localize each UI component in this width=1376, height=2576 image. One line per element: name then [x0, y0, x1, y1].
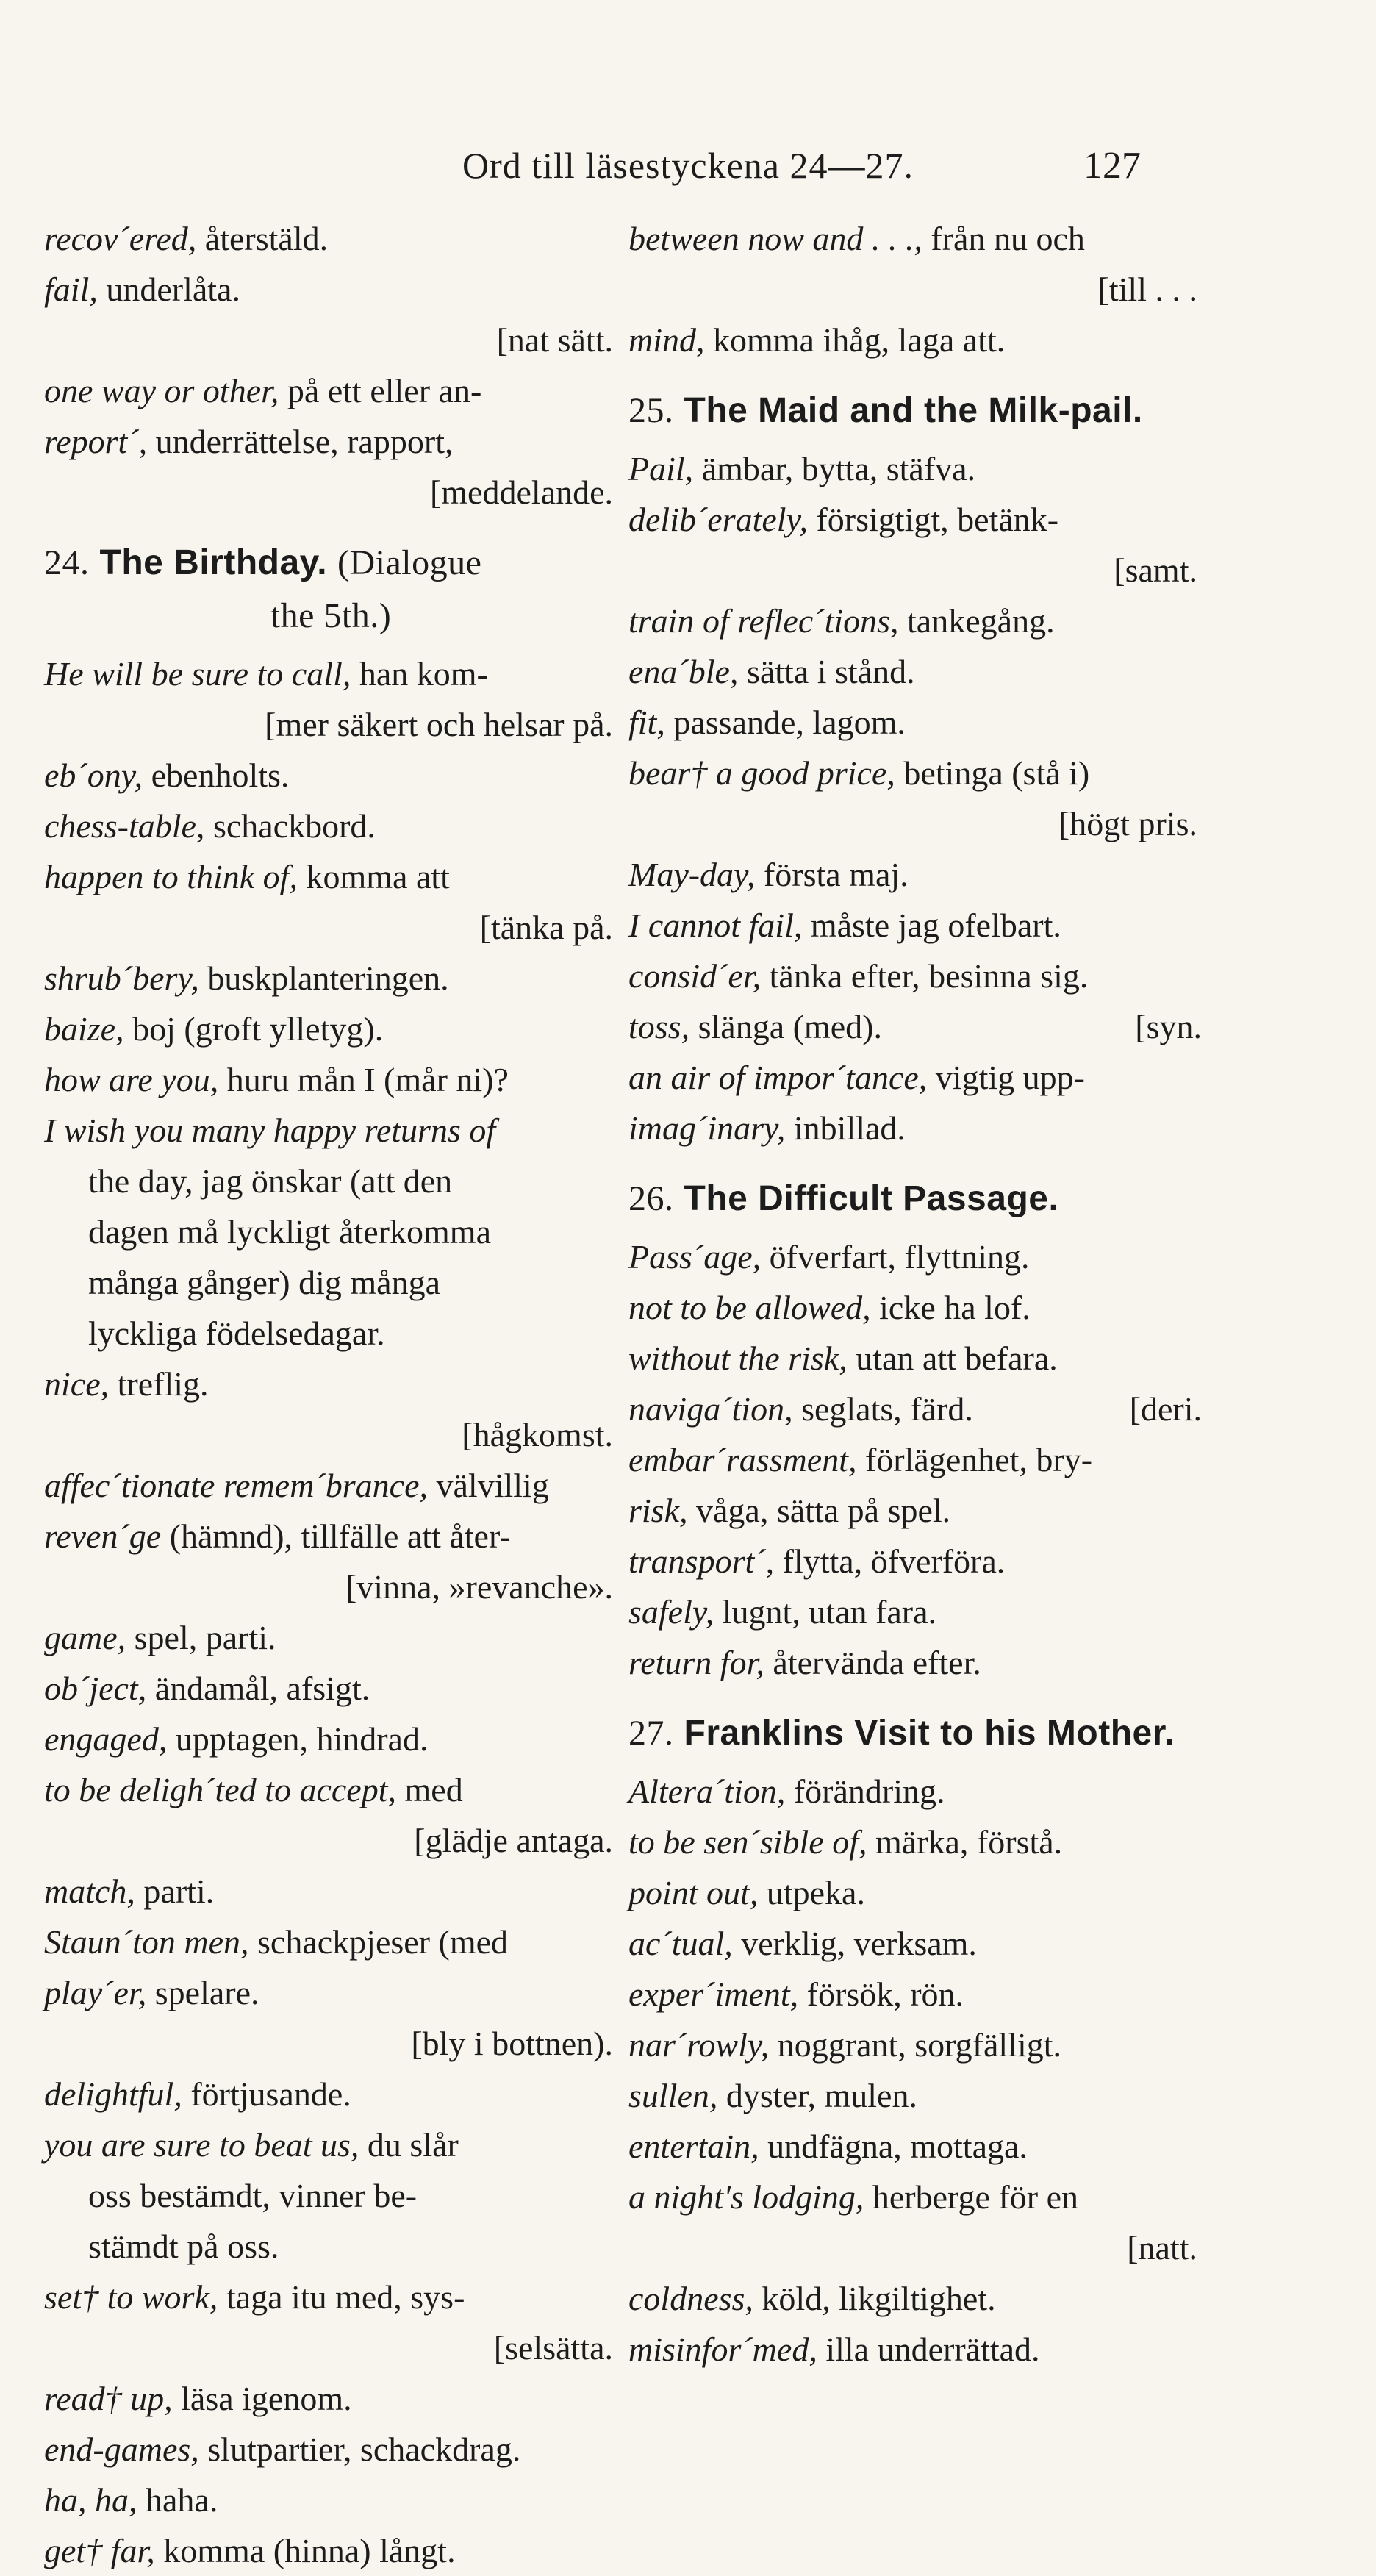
headword: how are you,	[44, 1061, 219, 1098]
gloss: välvillig	[436, 1467, 549, 1504]
headword: fail,	[44, 271, 98, 308]
gloss: du slår	[367, 2126, 459, 2164]
gloss: seglats, färd.	[801, 1390, 973, 1428]
gloss: vigtig upp-	[935, 1059, 1085, 1096]
glossary-entry	[628, 2121, 1202, 2172]
glossary-entry	[44, 750, 617, 801]
glossary-entry	[628, 1485, 1202, 1536]
headword: ac´tual,	[628, 1925, 733, 1962]
headword: baize,	[44, 1010, 124, 1048]
glossary-entry	[628, 2324, 1202, 2375]
headword: fit,	[628, 704, 665, 741]
glossary-entry	[44, 1967, 617, 2018]
headword: report´,	[44, 423, 148, 460]
gloss: förändring.	[793, 1772, 945, 1810]
section-heading	[628, 1707, 1202, 1760]
glossary-entry	[44, 2525, 617, 2576]
glossary-entry	[44, 1612, 617, 1663]
gloss-bracket-continuation: [selsätta.	[493, 2329, 613, 2366]
glossary-entry	[44, 213, 617, 264]
headword: point out,	[628, 1874, 759, 1911]
glossary-entry	[628, 1103, 1202, 1153]
glossary-entry	[44, 1663, 617, 1714]
gloss: icke ha lof.	[879, 1289, 1031, 1326]
gloss-continuation: många gånger) dig många	[88, 1264, 440, 1301]
headword: toss,	[628, 1008, 690, 1045]
headword: delightful,	[44, 2075, 182, 2113]
gloss: verklig, verksam.	[741, 1925, 977, 1962]
glossary-entry	[44, 953, 617, 1003]
headword: get† far,	[44, 2532, 155, 2569]
glossary-entry	[44, 1460, 617, 1511]
gloss: tankegång.	[907, 602, 1055, 640]
gloss-bracket-continuation: [högt pris.	[1058, 805, 1197, 842]
gloss-bracket-continuation: [nat sätt.	[496, 321, 613, 359]
section-title: The Difficult Passage.	[684, 1179, 1059, 1218]
section-note: (Dialogue	[337, 543, 482, 582]
gloss: han kom-	[359, 655, 488, 693]
section-title: The Maid and the Milk-pail.	[684, 391, 1143, 430]
gloss-bracket-continuation: [natt.	[1127, 2229, 1197, 2266]
glossary-entry	[628, 697, 1202, 748]
glossary-entry	[44, 2475, 617, 2525]
headword: train of reflec´tions,	[628, 602, 899, 640]
headword: mind,	[628, 321, 705, 359]
glossary-entry	[628, 1333, 1202, 1384]
headword: Altera´tion,	[628, 1772, 786, 1810]
gloss-bracket-continuation: [syn.	[1135, 1008, 1202, 1045]
section-number: 24.	[44, 543, 90, 582]
section-title: Franklins Visit to his Mother.	[684, 1714, 1175, 1753]
glossary-entry	[628, 315, 1202, 365]
gloss-continuation: dagen må lyckligt återkomma	[88, 1213, 491, 1251]
glossary-entry	[628, 2019, 1202, 2070]
headword: consid´er,	[628, 957, 762, 995]
gloss: taga itu med, sys-	[226, 2278, 465, 2316]
gloss: schackbord.	[212, 807, 376, 845]
headword: embar´rassment,	[628, 1441, 857, 1478]
gloss: flytta, öfverföra.	[782, 1542, 1006, 1580]
gloss: ändamål, afsigt.	[154, 1670, 370, 1707]
glossary-entry	[628, 1586, 1202, 1637]
glossary-entry	[628, 1969, 1202, 2019]
headword: play´er,	[44, 1974, 147, 2011]
gloss: komma (hinna) långt.	[163, 2532, 456, 2569]
gloss-bracket-continuation: [tänka på.	[479, 909, 613, 946]
gloss: inbillad.	[793, 1109, 906, 1147]
glossary-entry	[628, 1918, 1202, 1969]
glossary-entry	[628, 1052, 1202, 1103]
gloss: parti.	[143, 1872, 215, 1910]
headword: affec´tionate remem´brance,	[44, 1467, 428, 1504]
headword: a night's lodging,	[628, 2178, 864, 2216]
headword: an air of impor´tance,	[628, 1059, 928, 1096]
gloss: återstäld.	[204, 220, 329, 257]
gloss: förlägenhet, bry-	[864, 1441, 1093, 1478]
glossary-entry	[628, 595, 1202, 646]
headword: I cannot fail,	[628, 906, 803, 944]
gloss-bracket-continuation: [deri.	[1129, 1390, 1202, 1428]
glossary-entry	[44, 2373, 617, 2424]
gloss: noggrant, sorgfälligt.	[777, 2026, 1062, 2064]
gloss: spel, parti.	[134, 1619, 276, 1656]
gloss-bracket-continuation: [bly i bottnen).	[411, 2025, 613, 2062]
headword: Staun´ton men,	[44, 1923, 249, 1961]
headword: ena´ble,	[628, 653, 739, 690]
headword: ob´ject,	[44, 1670, 147, 1707]
headword: May-day,	[628, 856, 756, 893]
glossary-entry	[628, 1231, 1202, 1282]
headword: read† up,	[44, 2380, 173, 2417]
glossary-entry	[628, 1637, 1202, 1688]
section-heading	[628, 384, 1202, 437]
section-number: 27.	[628, 1714, 674, 1753]
gloss: våga, sätta på spel.	[696, 1492, 951, 1529]
glossary-entry	[628, 213, 1202, 264]
glossary-entry	[628, 1766, 1202, 1817]
headword: nar´rowly,	[628, 2026, 770, 2064]
glossary-entry	[44, 365, 617, 416]
headword: ha, ha,	[44, 2481, 137, 2519]
gloss-bracket-continuation: [hågkomst.	[462, 1416, 613, 1453]
gloss-bracket-continuation: [glädje antaga.	[414, 1822, 613, 1859]
right-column	[628, 213, 1202, 2375]
gloss: komma ihåg, laga att.	[713, 321, 1006, 359]
section-heading	[628, 1173, 1202, 1226]
glossary-entry	[44, 1714, 617, 1764]
gloss: ämbar, bytta, stäfva.	[701, 450, 976, 487]
glossary-entry	[628, 1434, 1202, 1485]
glossary-entry	[628, 1536, 1202, 1586]
gloss: betinga (stå i)	[903, 754, 1090, 792]
gloss: förtjusande.	[190, 2075, 351, 2113]
headword: set† to work,	[44, 2278, 218, 2316]
headword: match,	[44, 1872, 135, 1910]
glossary-entry	[628, 443, 1202, 494]
headword: risk,	[628, 1492, 688, 1529]
headword: to be deligh´ted to accept,	[44, 1771, 397, 1808]
headword: bear† a good price,	[628, 754, 895, 792]
gloss: underrättelse, rapport,	[155, 423, 454, 460]
gloss: herberge för en	[872, 2178, 1078, 2216]
gloss-bracket-continuation: [samt.	[1114, 551, 1197, 589]
glossary-entry	[44, 1054, 617, 1105]
headword: He will be sure to call,	[44, 655, 351, 693]
headword: naviga´tion,	[628, 1390, 793, 1428]
glossary-entry	[628, 951, 1202, 1001]
gloss: buskplanteringen.	[207, 959, 449, 997]
glossary-entry	[628, 900, 1202, 951]
gloss: haha.	[146, 2481, 218, 2519]
glossary-entry	[628, 2273, 1202, 2324]
gloss: underlåta.	[106, 271, 240, 308]
headword: without the risk,	[628, 1339, 848, 1377]
gloss: på ett eller an-	[287, 372, 482, 409]
gloss: sätta i stånd.	[746, 653, 915, 690]
gloss: illa underrättad.	[825, 2330, 1040, 2368]
section-number: 25.	[628, 391, 674, 430]
headword: happen to think of,	[44, 858, 298, 895]
gloss-bracket-continuation: [vinna, »revanche».	[345, 1568, 613, 1606]
glossary-entry	[628, 2070, 1202, 2121]
glossary-entry	[628, 748, 1202, 798]
glossary-entry	[628, 1867, 1202, 1918]
glossary-entry	[44, 1003, 617, 1054]
gloss: återvända efter.	[773, 1644, 981, 1681]
headword: not to be allowed,	[628, 1289, 871, 1326]
glossary-entry	[44, 1764, 617, 1815]
headword: return for,	[628, 1644, 764, 1681]
headword: game,	[44, 1619, 126, 1656]
glossary-entry	[44, 264, 617, 315]
glossary-entry	[44, 416, 617, 467]
section-number: 26.	[628, 1179, 674, 1218]
gloss: huru mån I (mår ni)?	[226, 1061, 509, 1098]
glossary-entry	[44, 1105, 617, 1156]
gloss: läsa igenom.	[181, 2380, 352, 2417]
headword: between now and . . .,	[628, 220, 922, 257]
gloss: slänga (med).	[698, 1008, 882, 1045]
gloss: utpeka.	[766, 1874, 865, 1911]
headword: shrub´bery,	[44, 959, 199, 997]
glossary-entry	[44, 1359, 617, 1409]
glossary-entry	[44, 1511, 617, 1561]
gloss: schackpjeser (med	[257, 1923, 509, 1961]
section-note-cont: the 5th.)	[270, 596, 392, 635]
headword: I wish you many happy returns of	[44, 1112, 496, 1149]
glossary-entry	[44, 851, 617, 902]
headword: Pail,	[628, 450, 694, 487]
gloss-continuation: the day, jag önskar (att den	[88, 1162, 453, 1200]
gloss-bracket-continuation: [mer säkert och helsar på.	[265, 706, 613, 743]
glossary-entry	[628, 494, 1202, 545]
glossary-entry	[44, 2069, 617, 2119]
glossary-entry	[628, 2172, 1202, 2222]
headword: exper´iment,	[628, 1975, 799, 2013]
page-header	[0, 144, 1376, 196]
gloss: försök, rön.	[806, 1975, 964, 2013]
gloss: måste jag ofelbart.	[810, 906, 1061, 944]
gloss: treflig.	[117, 1365, 209, 1403]
glossary-entry	[628, 1384, 1202, 1434]
gloss: passande, lagom.	[673, 704, 906, 741]
gloss: utan att befara.	[856, 1339, 1058, 1377]
glossary-entry	[44, 1866, 617, 1917]
glossary-entry	[44, 2424, 617, 2475]
headword: engaged,	[44, 1720, 168, 1758]
gloss-continuation: lyckliga födelsedagar.	[88, 1314, 385, 1352]
glossary-entry	[44, 2119, 617, 2170]
gloss: dyster, mulen.	[725, 2077, 917, 2114]
headword: Pass´age,	[628, 1238, 762, 1276]
gloss: köld, likgiltighet.	[762, 2280, 996, 2317]
headword: delib´erately,	[628, 501, 808, 538]
glossary-entry	[628, 849, 1202, 900]
gloss: lugnt, utan fara.	[722, 1593, 936, 1631]
headword: end-games,	[44, 2430, 199, 2468]
gloss: undfägna, mottaga.	[767, 2128, 1028, 2165]
headword: entertain,	[628, 2128, 759, 2165]
glossary-entry	[44, 2272, 617, 2322]
gloss-bracket-continuation: [meddelande.	[429, 473, 613, 511]
gloss: boj (groft ylletyg).	[132, 1010, 384, 1048]
gloss: första maj.	[763, 856, 909, 893]
headword: sullen,	[628, 2077, 718, 2114]
running-title: Ord till läsestyckena 24—27.	[462, 145, 914, 186]
section-title: The Birthday.	[99, 543, 328, 582]
glossary-entry	[44, 1917, 617, 1967]
section-heading	[44, 537, 617, 643]
gloss: från nu och	[931, 220, 1085, 257]
gloss: märka, förstå.	[875, 1823, 1063, 1861]
headword: transport´,	[628, 1542, 775, 1580]
glossary-entry	[44, 648, 617, 699]
glossary-entry	[628, 1817, 1202, 1867]
headword: chess-table,	[44, 807, 205, 845]
gloss-bracket-continuation: [till . . .	[1097, 271, 1197, 308]
headword: to be sen´sible of,	[628, 1823, 867, 1861]
gloss: upptagen, hindrad.	[175, 1720, 429, 1758]
gloss-continuation: oss bestämdt, vinner be-	[88, 2177, 418, 2214]
glossary-entry	[628, 1001, 1202, 1052]
gloss: tänka efter, besinna sig.	[769, 957, 1089, 995]
headword: safely,	[628, 1593, 714, 1631]
gloss: slutpartier, schackdrag.	[207, 2430, 521, 2468]
headword: nice,	[44, 1365, 110, 1403]
left-column	[44, 213, 617, 2576]
gloss: komma att	[306, 858, 450, 895]
gloss: (hämnd), tillfälle att åter-	[169, 1517, 511, 1555]
gloss: spelare.	[154, 1974, 259, 2011]
page-number: 127	[1083, 145, 1141, 187]
glossary-entry	[628, 646, 1202, 697]
headword: one way or other,	[44, 372, 279, 409]
headword: you are sure to beat us,	[44, 2126, 359, 2164]
headword: recov´ered,	[44, 220, 197, 257]
gloss-continuation: stämdt på oss.	[88, 2228, 279, 2265]
gloss: öfverfart, flyttning.	[769, 1238, 1030, 1276]
headword: coldness,	[628, 2280, 753, 2317]
headword: imag´inary,	[628, 1109, 786, 1147]
glossary-entry	[44, 801, 617, 851]
glossary-entry	[628, 1282, 1202, 1333]
headword: reven´ge	[44, 1517, 162, 1555]
headword: eb´ony,	[44, 756, 143, 794]
headword: misinfor´med,	[628, 2330, 817, 2368]
gloss: med	[404, 1771, 463, 1808]
gloss: ebenholts.	[151, 756, 290, 794]
gloss: försigtigt, betänk-	[816, 501, 1059, 538]
